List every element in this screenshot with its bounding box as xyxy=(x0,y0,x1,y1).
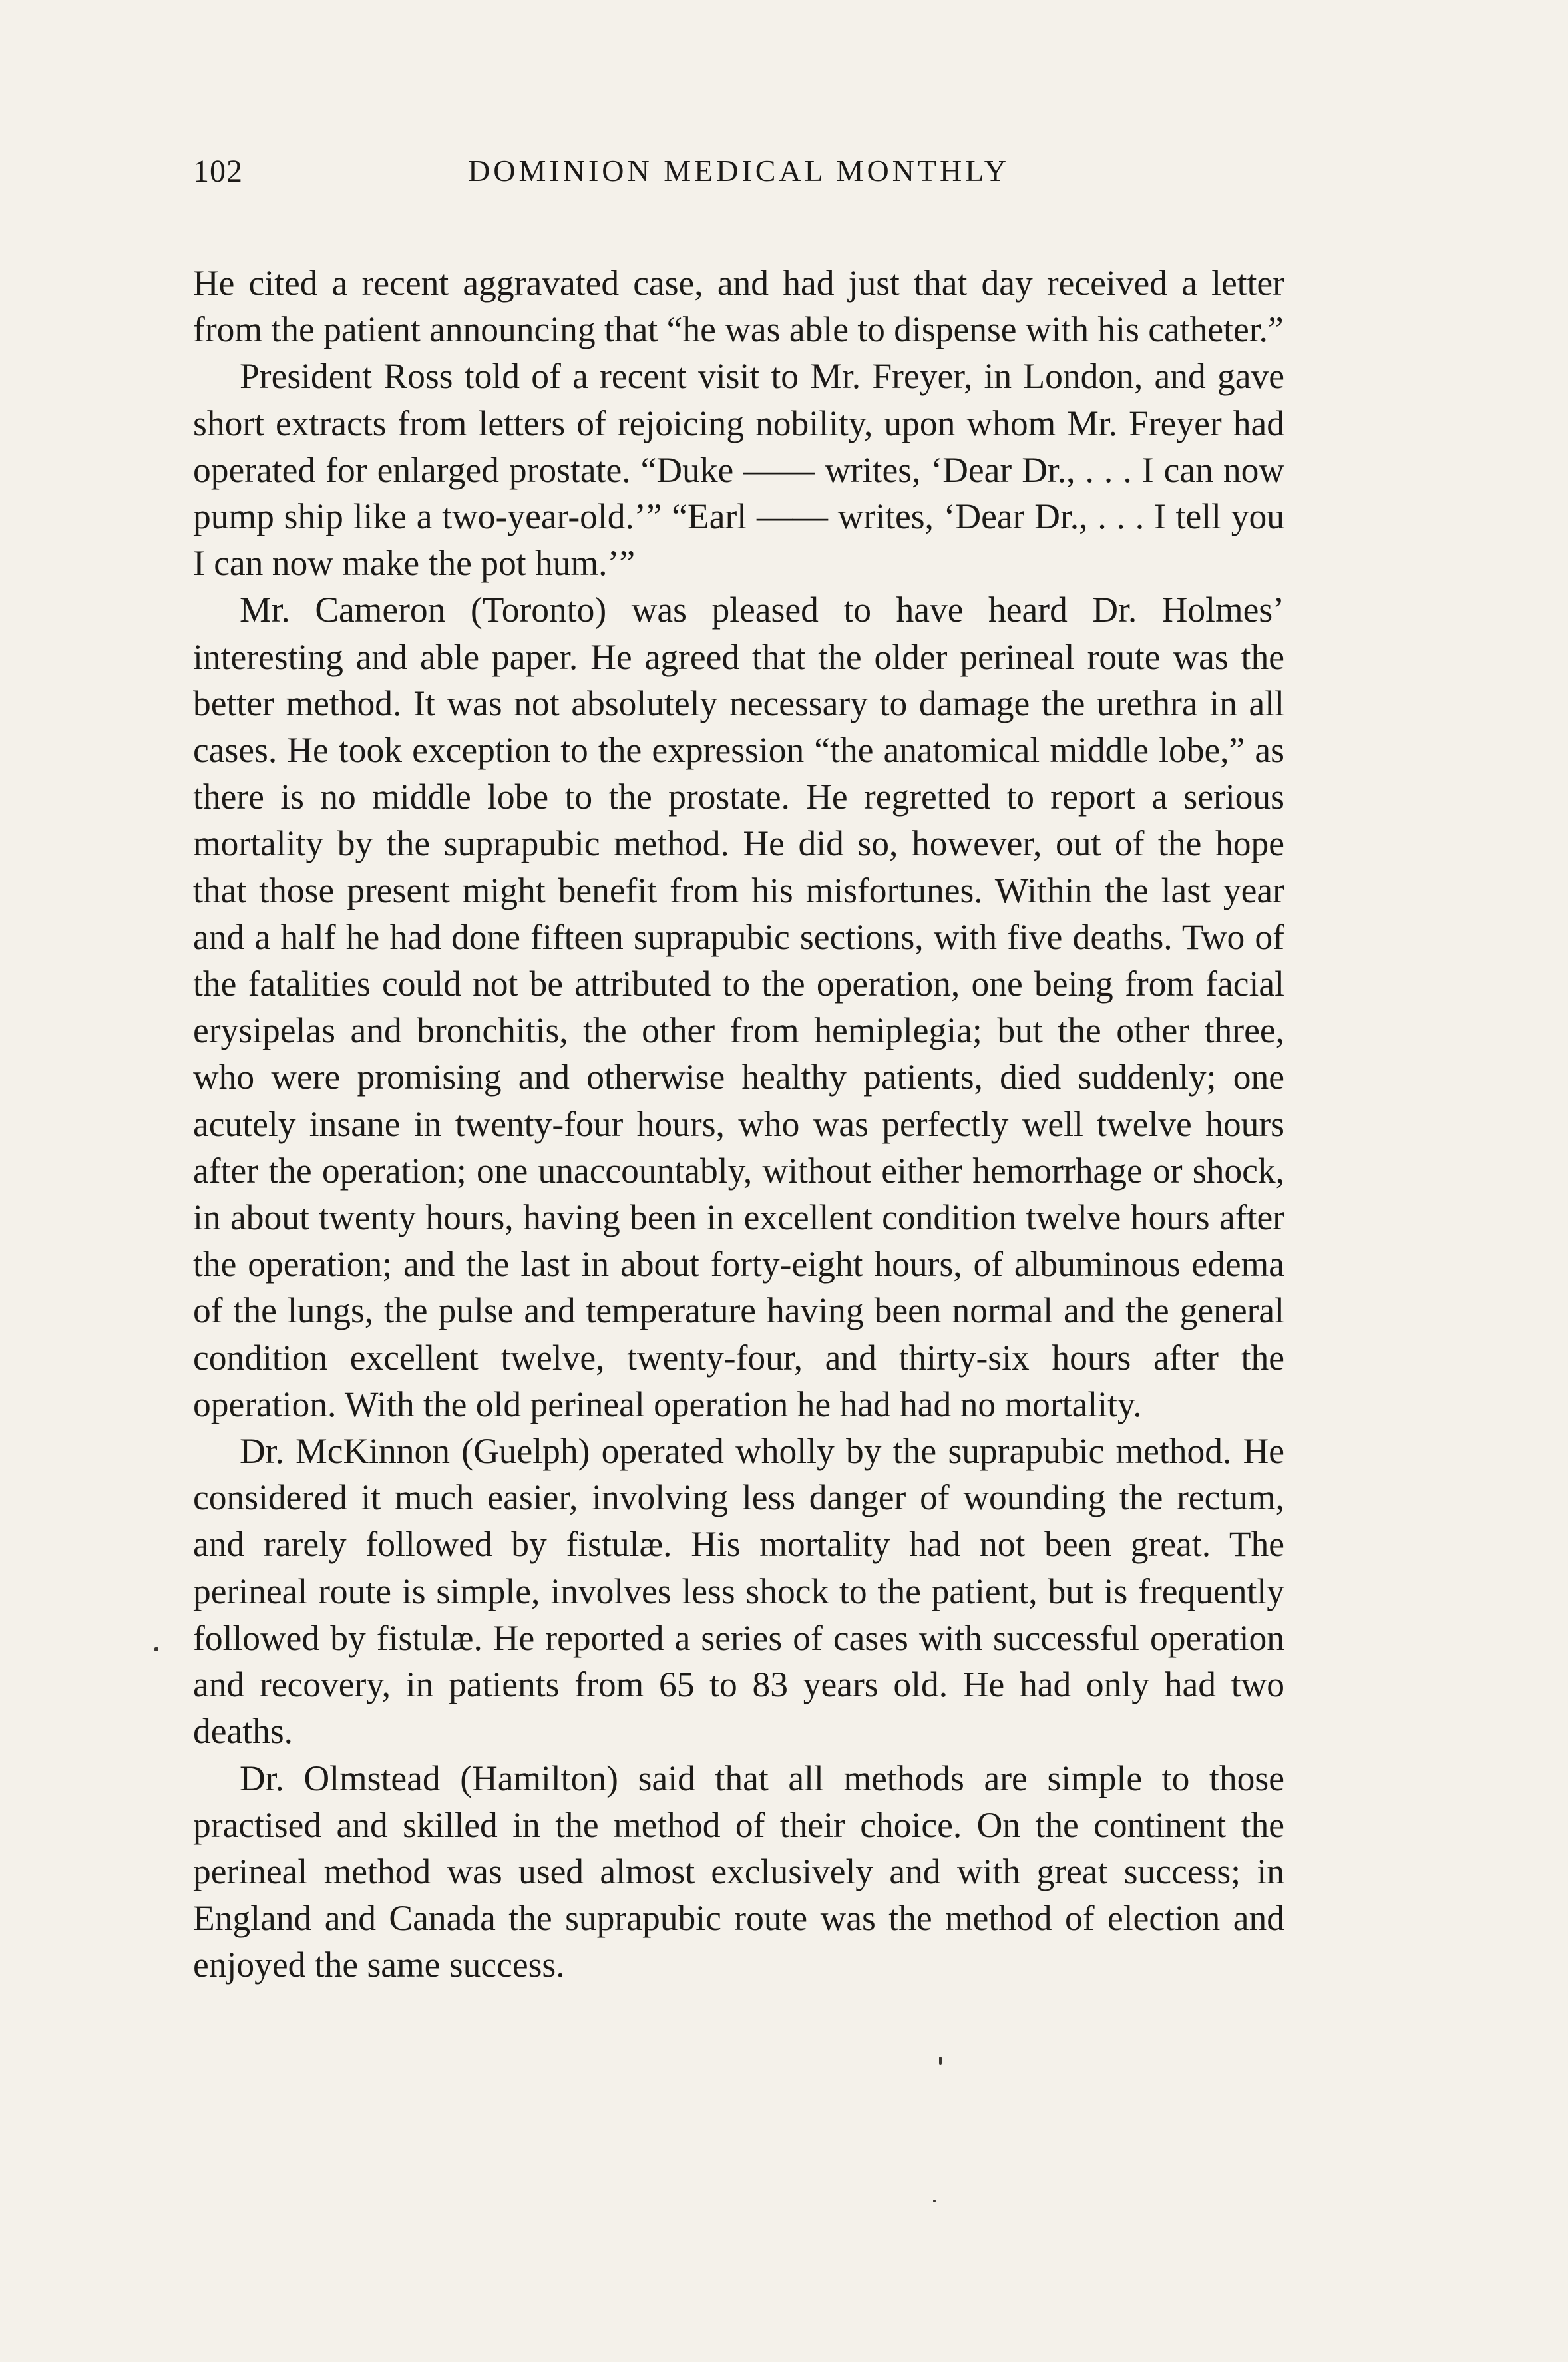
running-head: DOMINION MEDICAL MONTHLY xyxy=(468,154,1010,188)
page-number: 102 xyxy=(193,154,243,189)
scan-speck xyxy=(154,1647,158,1651)
article-body xyxy=(193,260,1284,1989)
page-header xyxy=(193,153,1284,206)
paragraph-president-ross: President Ross told of a recent visit to Mr. Freyer, in London, and gave short extracts from letters of rejoicing nobility, upon whom Mr. Freyer had operated for enlarged prostate. “Duke —— writes, ‘Dear Dr., . . . I can now pump ship like a two-year-old.’” “Earl —— writes, ‘Dear Dr., . . . I tell you I can now make the pot hum.’” xyxy=(193,356,1284,584)
scan-speck xyxy=(939,2057,942,2065)
paragraph-continuation: He cited a recent aggravated case, and had just that day received a letter from the patient announcing that “he was able to dispense with his catheter.” xyxy=(193,263,1284,350)
paragraph-mr-cameron: Mr. Cameron (Toronto) was pleased to have heard Dr. Holmes’ interesting and able paper. He agreed that the older perineal route was the better method. It was not absolutely necessary to damage the urethra in all cases. He took exception to the expression “the anatomical middle lobe,” as there is no middle lobe to the prostate. He regretted to report a serious mortality by the suprapubic method. He did so, however, out of the hope that those present might benefit from his misfortunes. Within the last year and a half he had done fifteen suprapubic sections, with five deaths. Two of the fatalities could not be attributed to the operation, one being from facial erysipelas and bronchitis, the other from hemiplegia; but the other three, who were promising and otherwise healthy patients, died suddenly; one acutely insane in twenty-four hours, who was perfectly well twelve hours after the operation; one unaccountably, without either hemorrhage or shock, in about twenty hours, having been in excellent condition twelve hours after the operation; and the last in about forty-eight hours, of albuminous edema of the lungs, the pulse and temperature having been normal and the general condition excellent twelve, twenty-four, and thirty-six hours after the operation. With the old perineal operation he had had no mortality. xyxy=(193,590,1284,1424)
paragraph-dr-mckinnon: Dr. McKinnon (Guelph) operated wholly by the suprapubic method. He considered it much easier, involving less danger of wounding the rectum, and rarely followed by fistulæ. His mortality had not been great. The perineal route is simple, involves less shock to the patient, but is frequently followed by fistulæ. He reported a series of cases with successful operation and recovery, in patients from 65 to 83 years old. He had only had two deaths. xyxy=(193,1431,1284,1752)
paragraph-dr-olmstead: Dr. Olmstead (Hamilton) said that all methods are simple to those practised and skilled in the method of their choice. On the continent the perineal method was used almost exclusively and with great success; in England and Canada the suprapubic route was the method of election and enjoyed the same success. xyxy=(193,1758,1284,1985)
scan-speck xyxy=(933,2200,936,2202)
